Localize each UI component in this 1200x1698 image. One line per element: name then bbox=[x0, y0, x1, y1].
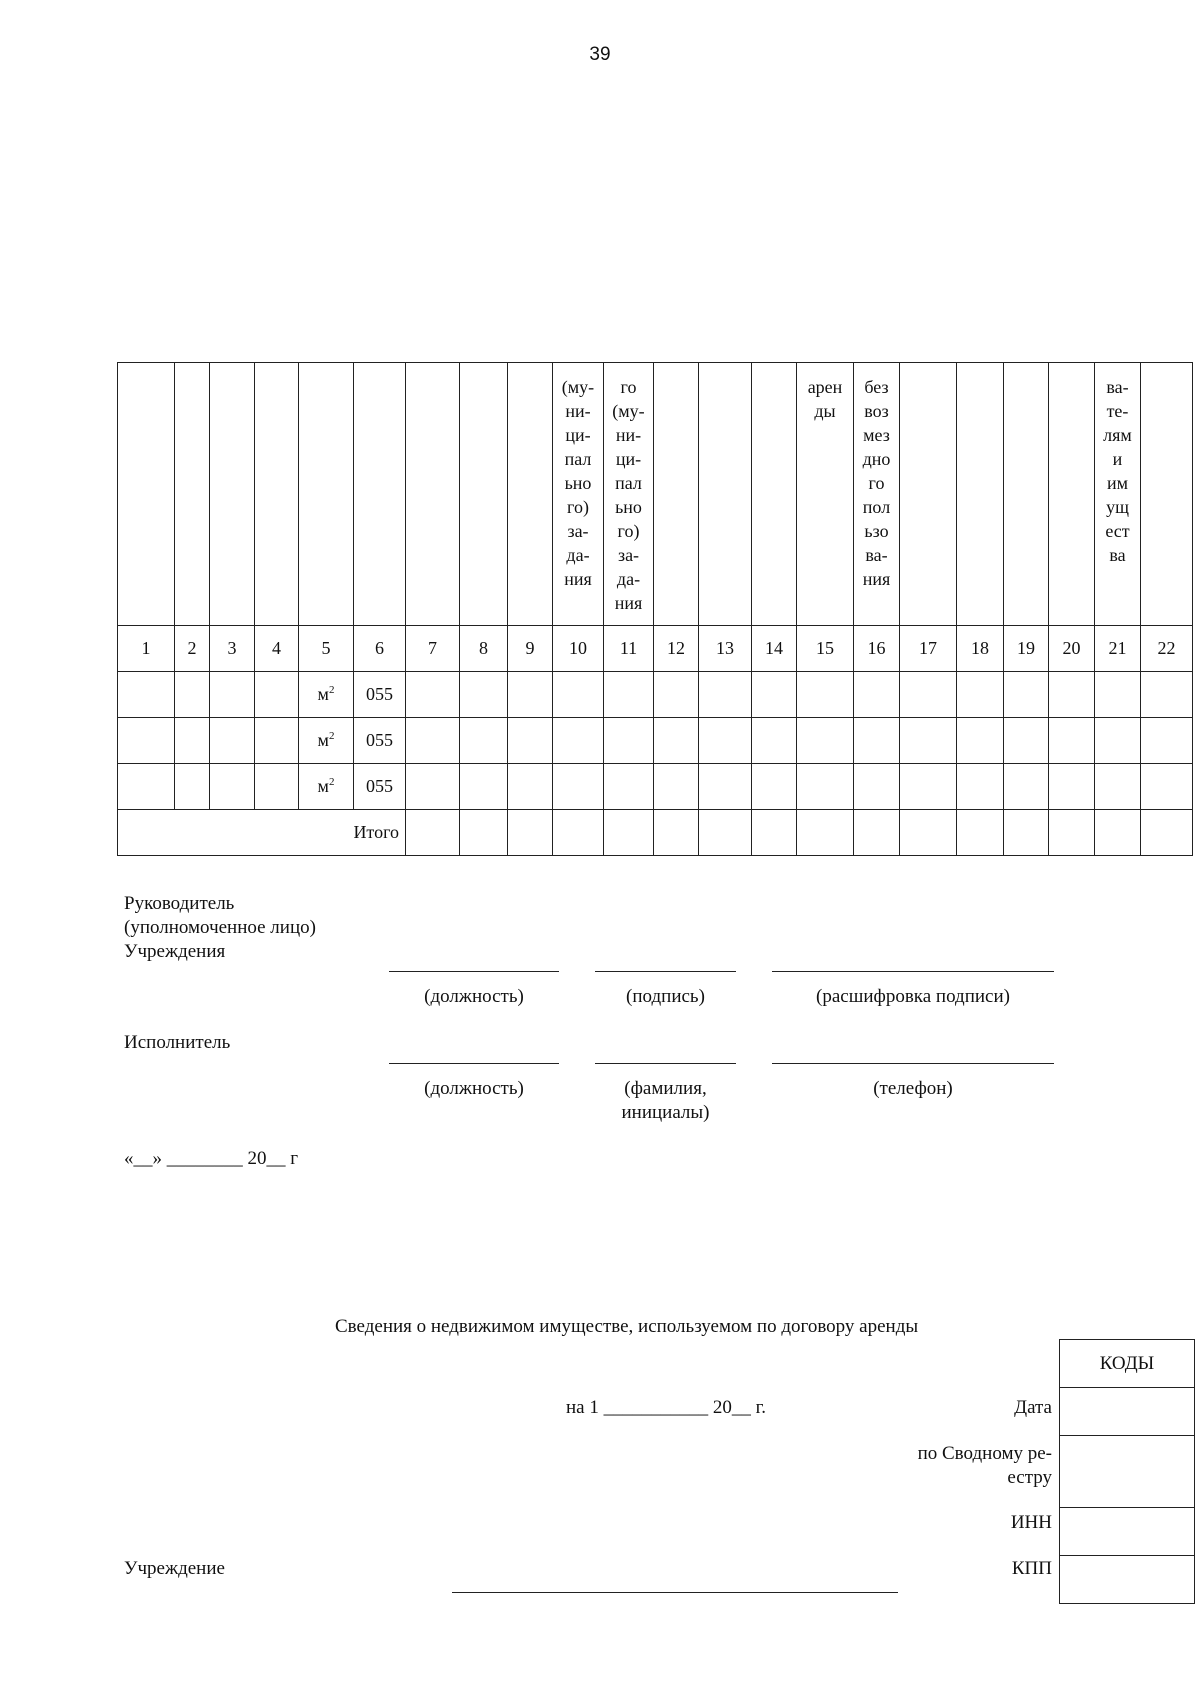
signature-decoding-caption: (расшифровка подписи) bbox=[816, 986, 1010, 1007]
executor-position-caption: (должность) bbox=[424, 1078, 524, 1099]
section-title: Сведения о недвижимом имуществе, используемом по договору аренды bbox=[335, 1316, 919, 1337]
table-cell[interactable] bbox=[957, 764, 1004, 810]
header-cell bbox=[1141, 363, 1193, 626]
executor-name-line[interactable] bbox=[595, 1063, 736, 1064]
header-cell: го (му- ни- ци- пал ьно го) за- да- ния bbox=[604, 363, 654, 626]
table-cell[interactable] bbox=[255, 672, 299, 718]
table-cell[interactable] bbox=[406, 672, 460, 718]
table-cell[interactable] bbox=[699, 810, 752, 856]
header-cell: ва- те- лям и им ущ ест ва bbox=[1095, 363, 1141, 626]
unit-cell bbox=[299, 672, 354, 718]
table-cell[interactable] bbox=[752, 810, 797, 856]
table-cell[interactable] bbox=[854, 718, 900, 764]
column-number: 16 bbox=[854, 626, 900, 672]
table-cell[interactable] bbox=[1141, 672, 1193, 718]
table-cell[interactable] bbox=[406, 718, 460, 764]
header-cell bbox=[1049, 363, 1095, 626]
table-cell[interactable] bbox=[1004, 672, 1049, 718]
signature-line[interactable] bbox=[595, 971, 736, 972]
inn-label: ИНН bbox=[1010, 1512, 1052, 1533]
table-cell[interactable] bbox=[797, 718, 854, 764]
codes-header: КОДЫ bbox=[1060, 1340, 1195, 1388]
header-cell bbox=[508, 363, 553, 626]
header-cell bbox=[699, 363, 752, 626]
header-cell: арен ды bbox=[797, 363, 854, 626]
table-cell[interactable] bbox=[957, 718, 1004, 764]
table-cell[interactable] bbox=[752, 718, 797, 764]
column-number: 3 bbox=[210, 626, 255, 672]
column-number: 10 bbox=[553, 626, 604, 672]
table-cell[interactable] bbox=[797, 810, 854, 856]
table-cell[interactable] bbox=[699, 672, 752, 718]
table-cell[interactable] bbox=[604, 810, 654, 856]
codes-table bbox=[1059, 1339, 1195, 1604]
table-cell[interactable] bbox=[460, 764, 508, 810]
table-cell[interactable] bbox=[1095, 764, 1141, 810]
property-table bbox=[117, 362, 1193, 856]
header-cell bbox=[210, 363, 255, 626]
column-number: 21 bbox=[1095, 626, 1141, 672]
table-cell[interactable] bbox=[654, 672, 699, 718]
unit-superscript: 2 bbox=[328, 730, 335, 742]
table-cell[interactable] bbox=[508, 672, 553, 718]
table-cell[interactable] bbox=[654, 718, 699, 764]
table-cell[interactable] bbox=[175, 764, 210, 810]
table-cell[interactable] bbox=[1049, 764, 1095, 810]
table-cell[interactable] bbox=[175, 672, 210, 718]
table-row bbox=[118, 718, 1193, 764]
institution-line[interactable] bbox=[452, 1592, 898, 1593]
header-cell bbox=[406, 363, 460, 626]
table-cell[interactable] bbox=[1049, 810, 1095, 856]
table-cell[interactable] bbox=[553, 810, 604, 856]
header-cell bbox=[460, 363, 508, 626]
unit-superscript: 2 bbox=[328, 684, 335, 696]
table-cell[interactable] bbox=[508, 764, 553, 810]
table-cell[interactable] bbox=[900, 672, 957, 718]
total-row bbox=[118, 810, 1193, 856]
header-cell bbox=[752, 363, 797, 626]
column-number: 15 bbox=[797, 626, 854, 672]
table-cell[interactable] bbox=[210, 718, 255, 764]
column-number: 1 bbox=[118, 626, 175, 672]
header-cell bbox=[1004, 363, 1049, 626]
position-line[interactable] bbox=[389, 971, 559, 972]
table-cell[interactable] bbox=[854, 672, 900, 718]
column-number: 18 bbox=[957, 626, 1004, 672]
table-cell[interactable] bbox=[699, 764, 752, 810]
table-cell[interactable] bbox=[460, 810, 508, 856]
table-cell[interactable] bbox=[406, 810, 460, 856]
table-cell[interactable] bbox=[1141, 718, 1193, 764]
executor-phone-caption: (телефон) bbox=[873, 1078, 953, 1099]
unit-cell bbox=[299, 764, 354, 810]
table-cell[interactable] bbox=[1004, 718, 1049, 764]
executor-phone-line[interactable] bbox=[772, 1063, 1054, 1064]
header-cell: (му- ни- ци- пал ьно го) за- да- ния bbox=[553, 363, 604, 626]
code-registry-cell[interactable] bbox=[1060, 1436, 1195, 1508]
column-number-row bbox=[118, 626, 1193, 672]
table-cell[interactable] bbox=[604, 718, 654, 764]
header-cell bbox=[175, 363, 210, 626]
signature-decoding-line[interactable] bbox=[772, 971, 1054, 972]
column-number: 8 bbox=[460, 626, 508, 672]
table-cell[interactable] bbox=[406, 764, 460, 810]
total-label: Итого bbox=[118, 810, 406, 856]
column-number: 14 bbox=[752, 626, 797, 672]
kpp-label: КПП bbox=[1011, 1558, 1052, 1579]
unit-text: м bbox=[317, 730, 329, 750]
column-number: 2 bbox=[175, 626, 210, 672]
table-cell[interactable] bbox=[118, 764, 175, 810]
table-cell[interactable] bbox=[854, 810, 900, 856]
unit-text: м bbox=[317, 776, 329, 796]
registry-label: по Сводному ре- естру bbox=[917, 1443, 1052, 1488]
column-number: 6 bbox=[354, 626, 406, 672]
column-number: 4 bbox=[255, 626, 299, 672]
table-cell[interactable] bbox=[797, 764, 854, 810]
header-cell bbox=[299, 363, 354, 626]
table-cell[interactable] bbox=[460, 718, 508, 764]
table-cell[interactable] bbox=[604, 764, 654, 810]
table-cell[interactable] bbox=[1095, 672, 1141, 718]
table-cell[interactable] bbox=[900, 810, 957, 856]
executor-label: Исполнитель bbox=[124, 1032, 231, 1053]
table-cell[interactable] bbox=[460, 672, 508, 718]
table-cell[interactable] bbox=[1004, 764, 1049, 810]
report-date-line: на 1 ___________ 20__ г. bbox=[566, 1397, 767, 1418]
unit-superscript: 2 bbox=[328, 776, 335, 788]
table-cell[interactable] bbox=[508, 810, 553, 856]
column-number: 9 bbox=[508, 626, 553, 672]
unit-cell bbox=[299, 718, 354, 764]
table-cell[interactable] bbox=[118, 672, 175, 718]
table-cell[interactable] bbox=[604, 672, 654, 718]
table-cell[interactable] bbox=[1049, 718, 1095, 764]
table-cell[interactable] bbox=[854, 764, 900, 810]
date-line: «__» ________ 20__ г bbox=[124, 1148, 299, 1169]
column-number: 17 bbox=[900, 626, 957, 672]
header-cell bbox=[255, 363, 299, 626]
table-cell[interactable] bbox=[654, 810, 699, 856]
table-cell[interactable] bbox=[752, 672, 797, 718]
table-cell[interactable] bbox=[255, 718, 299, 764]
table-cell[interactable] bbox=[900, 764, 957, 810]
institution-label: Учреждение bbox=[124, 1558, 225, 1579]
table-cell[interactable] bbox=[1004, 810, 1049, 856]
date-label: Дата bbox=[1014, 1397, 1052, 1418]
executor-name-caption: (фамилия, инициалы) bbox=[621, 1078, 710, 1123]
column-number: 11 bbox=[604, 626, 654, 672]
table-cell[interactable] bbox=[797, 672, 854, 718]
header-cell bbox=[900, 363, 957, 626]
column-number: 5 bbox=[299, 626, 354, 672]
table-cell[interactable] bbox=[654, 764, 699, 810]
header-cell: без воз мез дно го пол ьзо ва- ния bbox=[854, 363, 900, 626]
table-cell[interactable] bbox=[1095, 810, 1141, 856]
table-cell[interactable] bbox=[118, 718, 175, 764]
page-number: 39 bbox=[589, 44, 611, 65]
unit-text: м bbox=[317, 684, 329, 704]
table-cell[interactable] bbox=[1049, 672, 1095, 718]
table-cell[interactable] bbox=[553, 718, 604, 764]
position-caption: (должность) bbox=[424, 986, 524, 1007]
table-cell[interactable] bbox=[900, 718, 957, 764]
column-number: 12 bbox=[654, 626, 699, 672]
table-cell[interactable] bbox=[957, 672, 1004, 718]
table-cell[interactable] bbox=[699, 718, 752, 764]
column-number: 20 bbox=[1049, 626, 1095, 672]
code-cell: 055 bbox=[354, 672, 406, 718]
table-cell[interactable] bbox=[553, 764, 604, 810]
table-cell[interactable] bbox=[752, 764, 797, 810]
header-row bbox=[118, 363, 1193, 626]
column-number: 19 bbox=[1004, 626, 1049, 672]
table-cell[interactable] bbox=[210, 764, 255, 810]
table-cell[interactable] bbox=[957, 810, 1004, 856]
table-cell[interactable] bbox=[255, 764, 299, 810]
executor-position-line[interactable] bbox=[389, 1063, 559, 1064]
header-cell bbox=[354, 363, 406, 626]
table-cell[interactable] bbox=[210, 672, 255, 718]
signature-caption: (подпись) bbox=[626, 986, 705, 1007]
table-cell[interactable] bbox=[553, 672, 604, 718]
table-row bbox=[118, 672, 1193, 718]
table-cell[interactable] bbox=[1141, 764, 1193, 810]
column-number: 22 bbox=[1141, 626, 1193, 672]
table-cell[interactable] bbox=[1141, 810, 1193, 856]
header-cell bbox=[957, 363, 1004, 626]
code-date-cell[interactable] bbox=[1060, 1388, 1195, 1436]
table-cell[interactable] bbox=[175, 718, 210, 764]
header-cell bbox=[654, 363, 699, 626]
code-inn-cell[interactable] bbox=[1060, 1508, 1195, 1556]
code-cell: 055 bbox=[354, 764, 406, 810]
table-row bbox=[118, 764, 1193, 810]
header-cell bbox=[118, 363, 175, 626]
table-cell[interactable] bbox=[508, 718, 553, 764]
code-kpp-cell[interactable] bbox=[1060, 1556, 1195, 1604]
code-cell: 055 bbox=[354, 718, 406, 764]
table-cell[interactable] bbox=[1095, 718, 1141, 764]
column-number: 7 bbox=[406, 626, 460, 672]
column-number: 13 bbox=[699, 626, 752, 672]
head-label: Руководитель (уполномоченное лицо) Учреждения bbox=[124, 893, 316, 962]
